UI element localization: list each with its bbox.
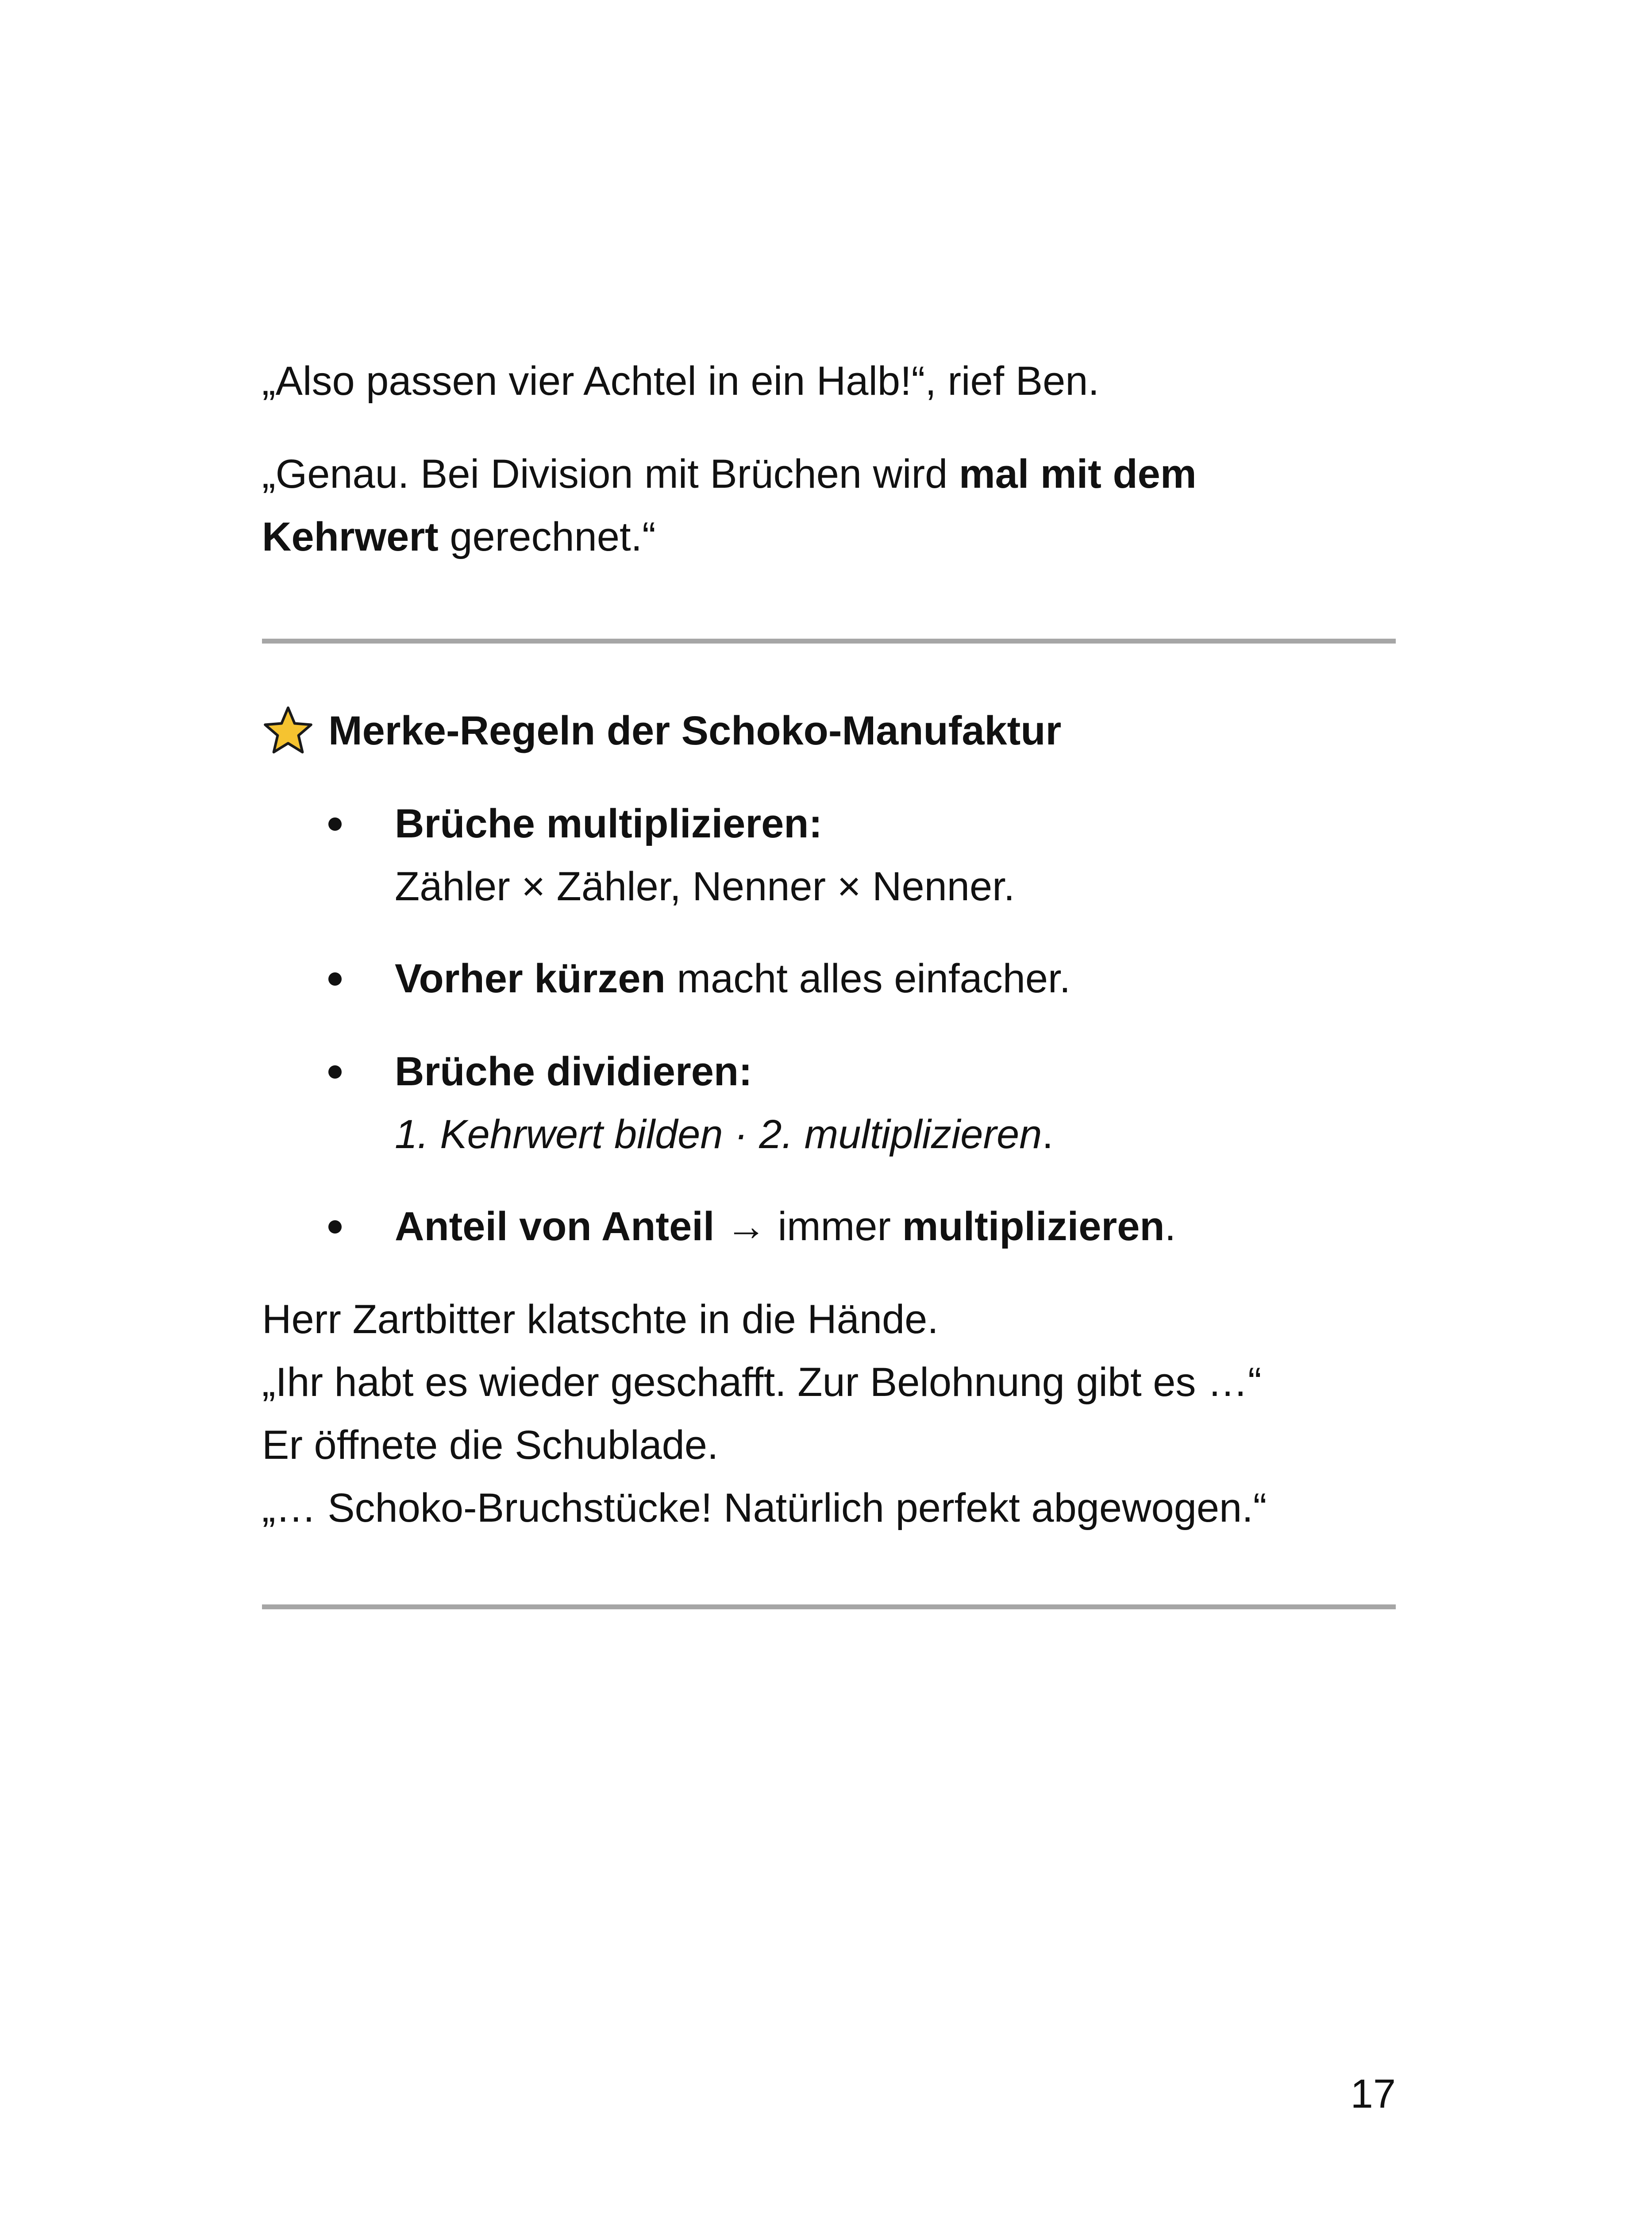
closing-line-1: Herr Zartbitter klatschte in die Hände. xyxy=(262,1297,939,1342)
rule-divide-steps: 1. Kehrwert bilden · 2. multiplizieren xyxy=(395,1112,1042,1157)
rule-share-mid: immer xyxy=(778,1204,902,1249)
rule-share-end: . xyxy=(1164,1204,1176,1249)
rule-multiply-detail: Zähler × Zähler, Nenner × Nenner. xyxy=(395,864,1015,909)
paragraph-genau-text: „Genau. Bei Division mit Brüchen wird xyxy=(262,451,959,497)
paragraph-genau-line-2 xyxy=(262,505,1395,568)
bullet-icon xyxy=(328,972,342,986)
rules-heading-text: Merke-Regeln der Schoko-Manufaktur xyxy=(328,708,1062,753)
closing-line-2: „Ihr habt es wieder geschafft. Zur Belohnung gibt es …“ xyxy=(262,1360,1262,1405)
list-item-reduce xyxy=(328,947,1390,1010)
gerechnet-text: gerechnet.“ xyxy=(438,514,656,559)
bullet-icon xyxy=(328,817,342,831)
rule-reduce-rest: macht alles einfacher. xyxy=(665,956,1071,1001)
kehrwert-bold: Kehrwert xyxy=(262,514,439,559)
closing-line-3: Er öffnete die Schublade. xyxy=(262,1423,719,1468)
rule-reduce-title: Vorher kürzen xyxy=(395,956,666,1001)
rule-divide-end: . xyxy=(1042,1112,1053,1157)
paragraph-genau-line-1 xyxy=(262,443,1395,505)
divider-bottom xyxy=(262,1604,1396,1609)
list-item-share xyxy=(328,1195,1390,1258)
list-item-divide xyxy=(328,1040,1390,1166)
rule-divide-title: Brüche dividieren: xyxy=(395,1049,752,1094)
rule-reduce-line xyxy=(395,947,1071,1010)
list-item-multiply xyxy=(328,792,1390,918)
rule-share-title: Anteil von Anteil xyxy=(395,1204,715,1249)
rule-share-line xyxy=(395,1195,1176,1258)
paragraph-ben-quote: „Also passen vier Achtel in ein Halb!“, rief Ben. xyxy=(262,359,1100,404)
rule-multiply-title: Brüche multiplizieren: xyxy=(395,801,823,846)
rule-share-bold: multiplizieren xyxy=(902,1204,1165,1249)
rules-heading xyxy=(262,699,1061,762)
closing-line-4: „… Schoko-Bruchstücke! Natürlich perfekt abgewogen.“ xyxy=(262,1485,1267,1531)
paragraph-genau-bold: mal mit dem xyxy=(959,451,1197,497)
rule-divide-detail xyxy=(395,1103,1053,1166)
bullet-icon xyxy=(328,1065,342,1079)
page-number: 17 xyxy=(1350,2071,1396,2117)
divider-top xyxy=(262,639,1396,644)
bullet-icon xyxy=(328,1220,342,1234)
arrow-right-icon: → xyxy=(714,1204,778,1249)
star-icon xyxy=(262,705,314,757)
